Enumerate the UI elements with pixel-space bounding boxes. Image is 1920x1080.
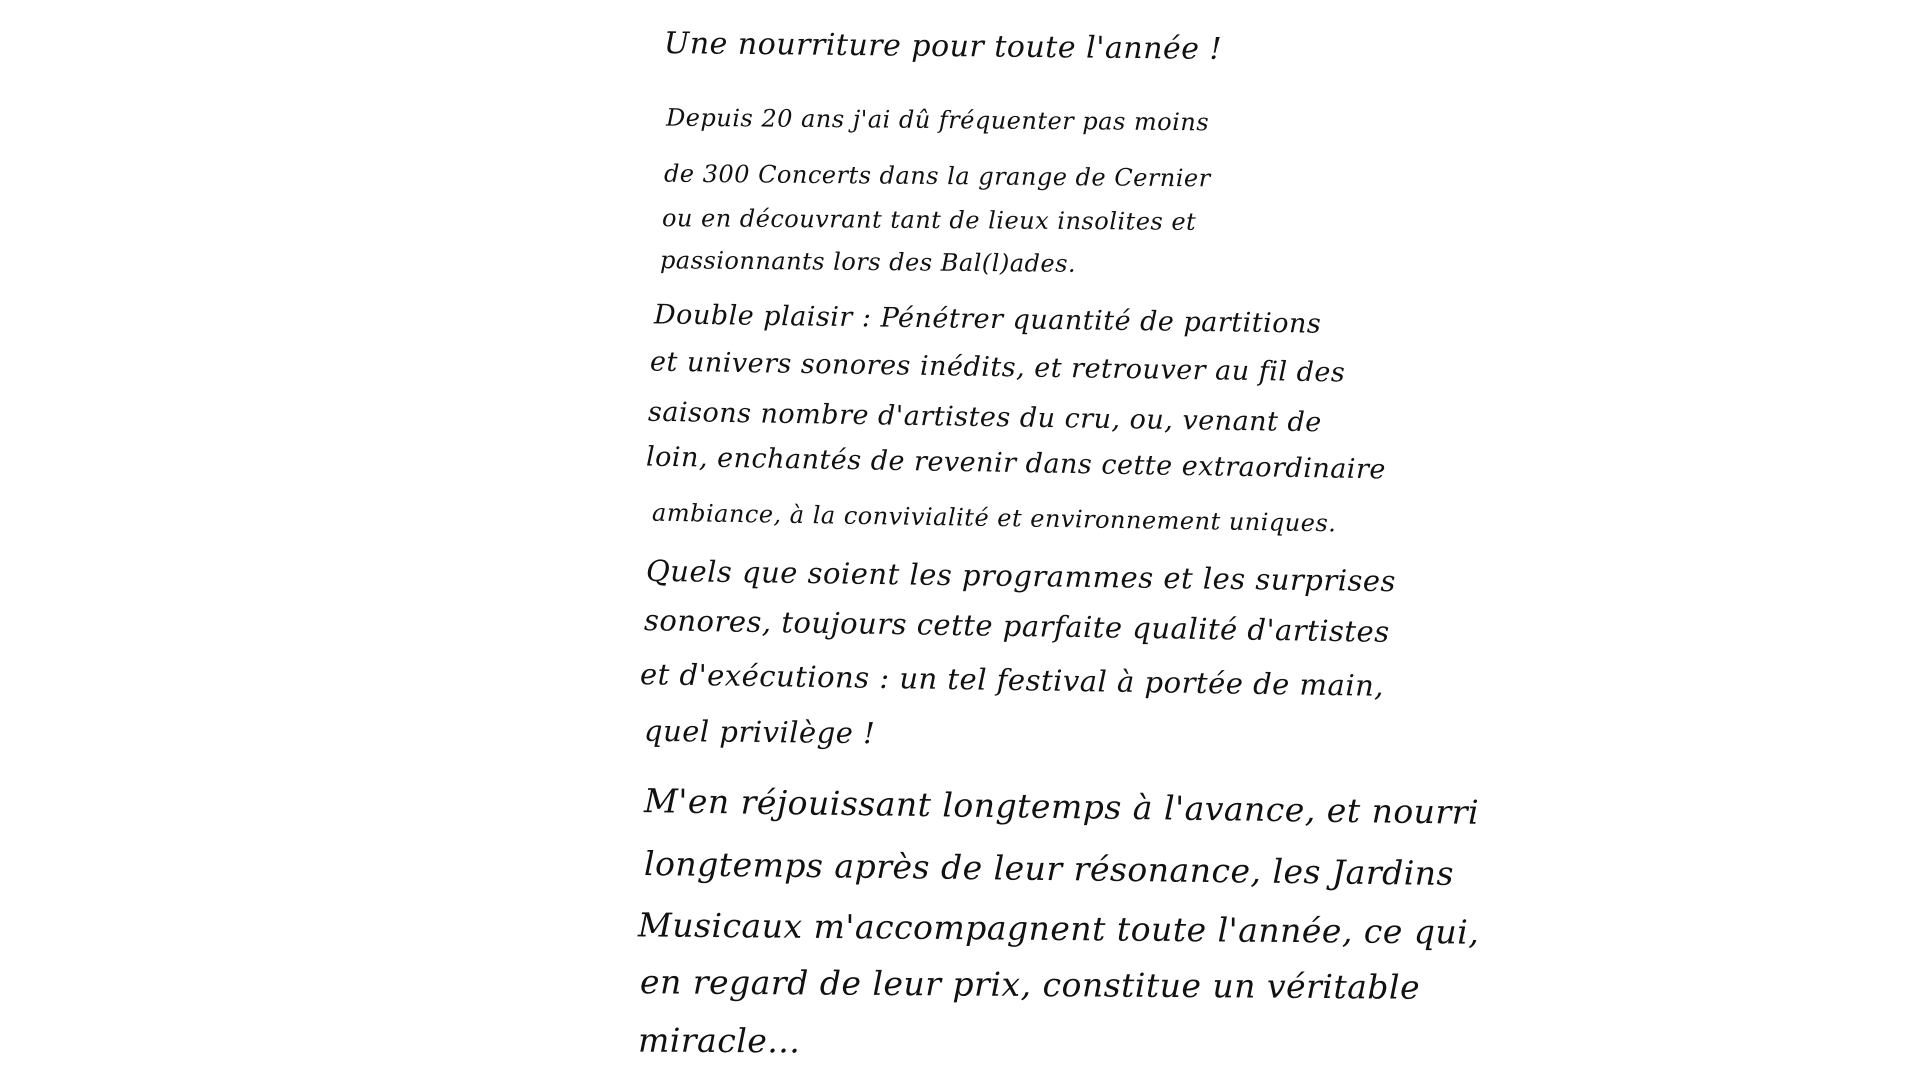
paragraph-3-line-3: et d'exécutions : un tel festival à portée de main, <box>639 657 1385 703</box>
paragraph-1-line-4: passionnants lors des Bal(l)ades. <box>659 246 1077 278</box>
paragraph-4-line-1: M'en réjouissant longtemps à l'avance, et nourri <box>643 781 1480 832</box>
handwritten-letter <box>628 0 1480 1080</box>
paragraph-2-line-1: Double plaisir : Pénétrer quantité de partitions <box>653 299 1322 340</box>
paragraph-2-line-2: et univers sonores inédits, et retrouver au fil des <box>649 346 1346 389</box>
paragraph-3-line-2: sonores, toujours cette parfaite qualité d'artistes <box>643 603 1390 649</box>
paragraph-2-line-4: loin, enchantés de revenir dans cette extraordinaire <box>645 441 1387 486</box>
paragraph-4-line-4: en regard de leur prix, constitue un véritable <box>639 962 1421 1007</box>
paragraph-2-line-5: ambiance, à la convivialité et environnement uniques. <box>651 498 1337 538</box>
paragraph-3-line-1: Quels que soient les programmes et les surprises <box>645 553 1397 599</box>
paragraph-2-line-3: saisons nombre d'artistes du cru, ou, venant de <box>647 396 1322 439</box>
paragraph-4-line-5: miracle... <box>637 1020 801 1061</box>
paragraph-1-line-2: de 300 Concerts dans la grange de Cernier <box>663 159 1211 193</box>
paragraph-1-line-1: Depuis 20 ans j'ai dû fréquenter pas moins <box>665 103 1210 137</box>
paragraph-4-line-3: Musicaux m'accompagnent toute l'année, ce qui, <box>637 905 1480 952</box>
paragraph-4-line-2: longtemps après de leur résonance, les Jardins <box>643 844 1455 893</box>
letter-title: Une nourriture pour toute l'année ! <box>663 26 1223 67</box>
paragraph-1-line-3: ou en découvrant tant de lieux insolites et <box>661 204 1197 236</box>
paragraph-3-line-4: quel privilège ! <box>643 713 876 751</box>
